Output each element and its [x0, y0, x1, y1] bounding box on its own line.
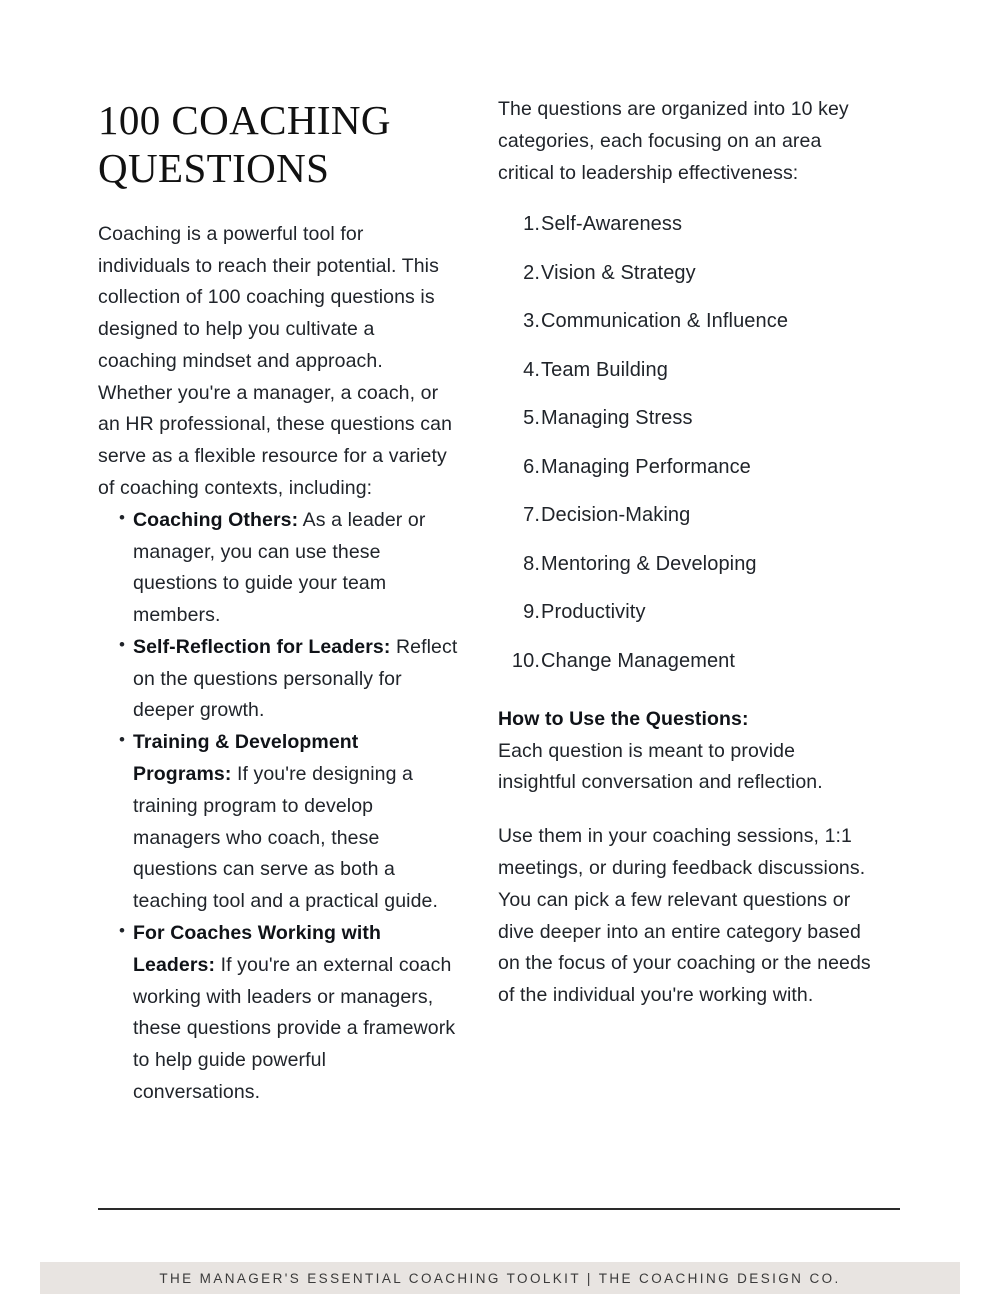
bullet-lead-in: Training & Development Programs: [133, 731, 359, 786]
left-intro-paragraph: Coaching is a powerful tool for individuals to reach their potential. This collection of 100 coaching questions is designed to help you cultivate a coaching mindset and approach. Whether you're a manager, a coach, or an HR professional, these questions can serve as a flexible resource for a variety of coaching contexts, including: [98, 222, 453, 499]
footer-divider-rule [98, 1208, 900, 1210]
list-number: 10. [511, 649, 540, 672]
how-to-use-paragraph-2: Use them in your coaching sessions, 1:1 meetings, or during feedback discussions. You can pick a few relevant questions or dive deeper into an entire category based on the focus of your coaching or the needs of the individual you're working with. [498, 825, 871, 1007]
category-label: Vision & Strategy [541, 261, 696, 284]
category-label: Self-Awareness [541, 213, 683, 236]
list-number: 6. [523, 455, 540, 478]
footer-band [40, 1262, 960, 1294]
how-to-use-paragraph-1: Each question is meant to provide insightful conversation and reflection. [498, 739, 823, 794]
category-label: Communication & Influence [541, 310, 789, 333]
page-title: 100 COACHING QUESTIONS [98, 97, 391, 192]
bullet-text: If you're an external coach working with leaders or managers, these questions provide a framework to help guide powerful conversations. [133, 953, 456, 1103]
left-column [98, 0, 458, 1109]
list-number: 5. [523, 407, 540, 430]
list-item [498, 211, 878, 237]
bullet-text: Reflect on the questions personally for deeper growth. [133, 635, 458, 722]
list-number: 7. [523, 504, 540, 527]
usage-bullet-list [98, 505, 458, 1109]
list-number: 2. [523, 261, 540, 284]
list-item [98, 727, 458, 918]
right-intro-paragraph: The questions are organized into 10 key categories, each focusing on an area critical to leadership effectiveness: [498, 98, 849, 184]
list-number: 1. [523, 213, 540, 236]
footer-text: THE MANAGER'S ESSENTIAL COACHING TOOLKIT | THE COACHING DESIGN CO. [159, 1270, 841, 1286]
bullet-lead-in: For Coaches Working with Leaders: [133, 921, 381, 976]
list-number: 4. [523, 358, 540, 381]
list-item [498, 308, 878, 334]
list-item [498, 551, 878, 577]
list-item [498, 260, 878, 286]
list-item [498, 454, 878, 480]
list-item [98, 918, 458, 1109]
list-item [498, 357, 878, 383]
bullet-lead-in: Coaching Others: [133, 508, 299, 531]
list-item [498, 502, 878, 528]
category-label: Decision-Making [541, 504, 691, 527]
category-label: Team Building [541, 358, 668, 381]
bullet-text: As a leader or manager, you can use these questions to guide your team members. [133, 508, 426, 627]
category-label: Productivity [541, 601, 646, 624]
list-item [98, 632, 458, 727]
list-item [498, 648, 878, 674]
list-item [498, 599, 878, 625]
list-number: 3. [523, 310, 540, 333]
how-to-use-heading: How to Use the Questions: [498, 707, 749, 730]
category-label: Managing Stress [541, 407, 693, 430]
bullet-lead-in: Self-Reflection for Leaders: [133, 635, 391, 658]
list-item [98, 505, 458, 632]
category-label: Managing Performance [541, 455, 751, 478]
list-item [498, 405, 878, 431]
right-column [498, 0, 878, 1012]
category-label: Change Management [541, 649, 736, 672]
category-label: Mentoring & Developing [541, 552, 757, 575]
list-number: 8. [523, 552, 540, 575]
bullet-text: If you're designing a training program to develop managers who coach, these questions can serve as both a teaching tool and a practical guide. [133, 763, 438, 913]
category-list [498, 211, 878, 674]
list-number: 9. [523, 601, 540, 624]
